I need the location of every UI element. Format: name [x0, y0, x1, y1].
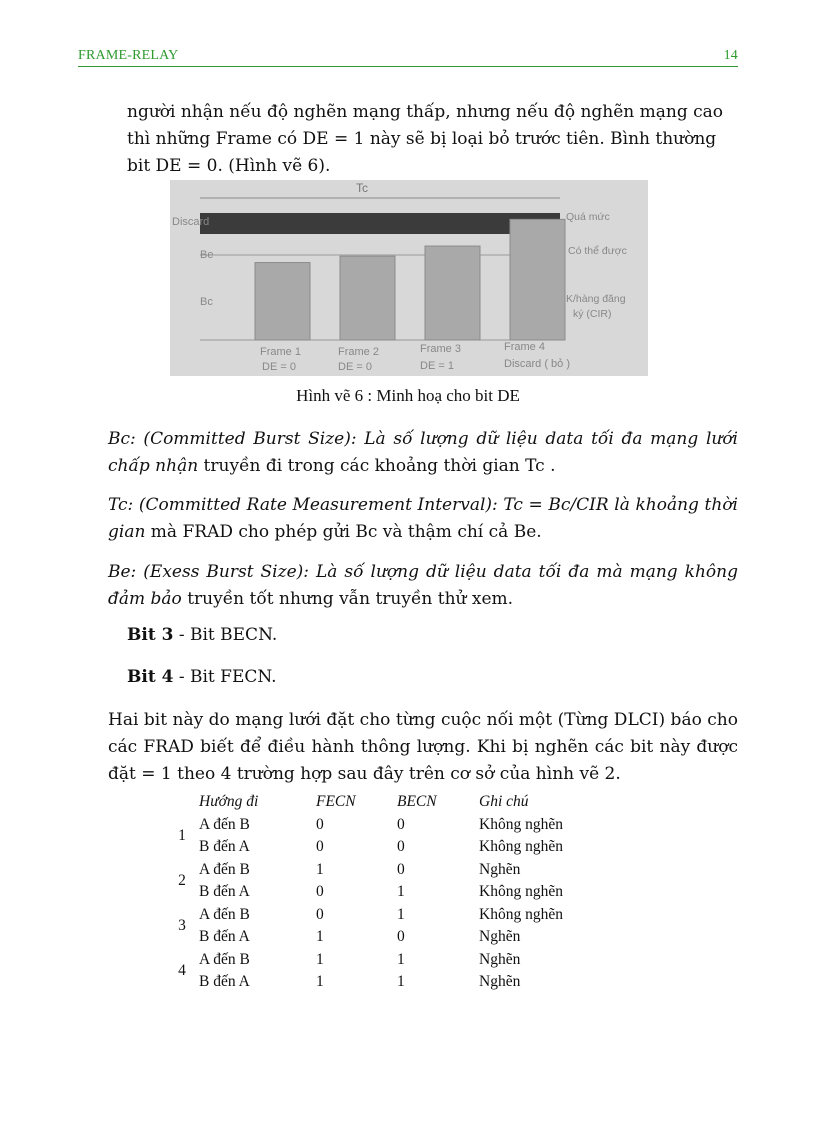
frame-4-de: Discard ( bỏ ): [504, 358, 571, 370]
frame-3-name: Frame 3: [420, 343, 461, 355]
label-be: Be: [200, 249, 214, 261]
running-header: [78, 48, 738, 67]
table-row: [165, 904, 619, 927]
cell-note: Không nghẽn: [479, 815, 563, 833]
frame-bar-3: [425, 246, 480, 340]
intro-line: thì những Frame có DE = 1 này sẽ bị loại bỏ trước tiên. Bình thường: [127, 129, 717, 149]
congestion-paragraph: Hai bit này do mạng lưới đặt cho từng cuộc nối một (Từng DLCI) báo cho các FRAD biết để điều hành thông lượng. Khi bị nghẽn các bit này được đặt = 1 theo 4 trường hợp sau đây trên cơ sở của hình vẽ 2.: [108, 710, 738, 784]
tc-label: Tc: [356, 181, 368, 195]
bit-3-line: [127, 625, 277, 645]
bit-3-label: Bit 3: [127, 625, 174, 645]
frame-bar-4: [510, 219, 565, 340]
cell-direction: A đến B: [199, 950, 250, 968]
definition-tc-term: Tc: (Committed Rate Measurement Interval): Tc = Bc/CIR là khoảng thời gian: [108, 495, 738, 542]
case-number: 1: [178, 827, 186, 844]
bit-4-line: [127, 667, 277, 687]
label-qua-muc: Quá mức: [566, 211, 610, 223]
cell-becn: 0: [397, 815, 405, 833]
frame-bar-2: [340, 256, 395, 340]
cell-note: Không nghẽn: [479, 883, 563, 901]
cell-becn: 1: [397, 883, 405, 901]
cell-fecn: 1: [316, 973, 324, 991]
definition-be-term: Be: (Exess Burst Size): Là số lượng dữ liệu data tối đa mà mạng không đảm bảo: [108, 562, 738, 609]
cell-note: Nghẽn: [479, 973, 521, 991]
cell-fecn: 0: [316, 815, 324, 833]
cell-direction: A đến B: [199, 905, 250, 923]
page-number: 14: [723, 48, 738, 63]
figure-de-diagram: [170, 180, 648, 376]
definition-bc: [108, 426, 738, 480]
bit-4-text: - Bit FECN.: [173, 667, 277, 687]
cell-direction: B đến A: [199, 883, 250, 901]
case-number: 4: [178, 962, 186, 979]
cell-note: Nghẽn: [479, 950, 521, 968]
cell-direction: B đến A: [199, 838, 250, 856]
fecn-becn-table: [165, 791, 619, 994]
case-number: 2: [178, 872, 186, 889]
bit-4-label: Bit 4: [127, 667, 174, 687]
frame-1-name: Frame 1: [260, 346, 301, 358]
definition-be: [108, 559, 738, 613]
definition-tc: [108, 492, 738, 546]
case-number: 3: [178, 917, 186, 934]
bit-3-text: - Bit BECN.: [173, 625, 278, 645]
definition-bc-rest: truyền đi trong các khoảng thời gian Tc .: [198, 456, 556, 476]
cell-note: Không nghẽn: [479, 838, 563, 856]
header-fecn: FECN: [316, 793, 356, 811]
table-row: [165, 971, 619, 994]
cell-note: Nghẽn: [479, 928, 521, 946]
de-diagram-svg: [170, 180, 648, 376]
cell-fecn: 1: [316, 928, 324, 946]
cell-direction: A đến B: [199, 815, 250, 833]
definition-tc-rest: mà FRAD cho phép gửi Bc và thậm chí cả Be.: [145, 522, 542, 542]
cell-note: Không nghẽn: [479, 905, 563, 923]
frame-2-de: DE = 0: [338, 361, 372, 373]
label-cir-1: K/hàng đăng: [566, 293, 626, 305]
frame-bar-1: [255, 263, 310, 340]
cell-direction: B đến A: [199, 973, 250, 991]
intro-line: người nhận nếu độ nghẽn mạng thấp, nhưng nếu độ nghẽn mạng cao: [127, 102, 724, 122]
frame-2-name: Frame 2: [338, 346, 379, 358]
cell-fecn: 0: [316, 905, 324, 923]
frame-4-name: Frame 4: [504, 341, 545, 353]
label-discard: Discard: [172, 216, 210, 228]
cell-fecn: 0: [316, 883, 324, 901]
figure-caption: Hình vẽ 6 : Minh hoạ cho bit DE: [296, 386, 520, 405]
intro-paragraph: [127, 99, 737, 180]
table-row: [165, 949, 619, 972]
intro-line: bit DE = 0. (Hình vẽ 6).: [127, 156, 331, 176]
cell-fecn: 1: [316, 950, 324, 968]
table-row: [165, 859, 619, 882]
definition-be-rest: truyền tốt nhưng vẫn truyền thử xem.: [181, 589, 514, 609]
cell-becn: 0: [397, 838, 405, 856]
header-note: Ghi chú: [479, 793, 529, 811]
discard-band: [200, 213, 560, 234]
cell-becn: 1: [397, 905, 405, 923]
table-row: [165, 926, 619, 949]
cell-becn: 0: [397, 860, 405, 878]
definition-bc-term: Bc: (Committed Burst Size): Là số lượng dữ liệu data tối đa mạng lưới chấp nhận: [108, 429, 738, 476]
cell-becn: 0: [397, 928, 405, 946]
label-bc: Bc: [200, 296, 213, 308]
cell-direction: B đến A: [199, 928, 250, 946]
table-header-row: [165, 791, 619, 814]
table-row: [165, 814, 619, 837]
cell-fecn: 1: [316, 860, 324, 878]
frame-1-de: DE = 0: [262, 361, 296, 373]
label-co-the-duoc: Có thể được: [568, 245, 627, 257]
frame-3-de: DE = 1: [420, 360, 454, 372]
header-direction: Hướng đi: [199, 793, 259, 811]
cell-note: Nghẽn: [479, 860, 521, 878]
cell-becn: 1: [397, 973, 405, 991]
cell-fecn: 0: [316, 838, 324, 856]
header-title: FRAME-RELAY: [78, 48, 179, 63]
cell-direction: A đến B: [199, 860, 250, 878]
label-cir-2: ký (CIR): [573, 308, 612, 320]
table-row: [165, 881, 619, 904]
table-row: [165, 836, 619, 859]
header-becn: BECN: [397, 793, 437, 811]
cell-becn: 1: [397, 950, 405, 968]
